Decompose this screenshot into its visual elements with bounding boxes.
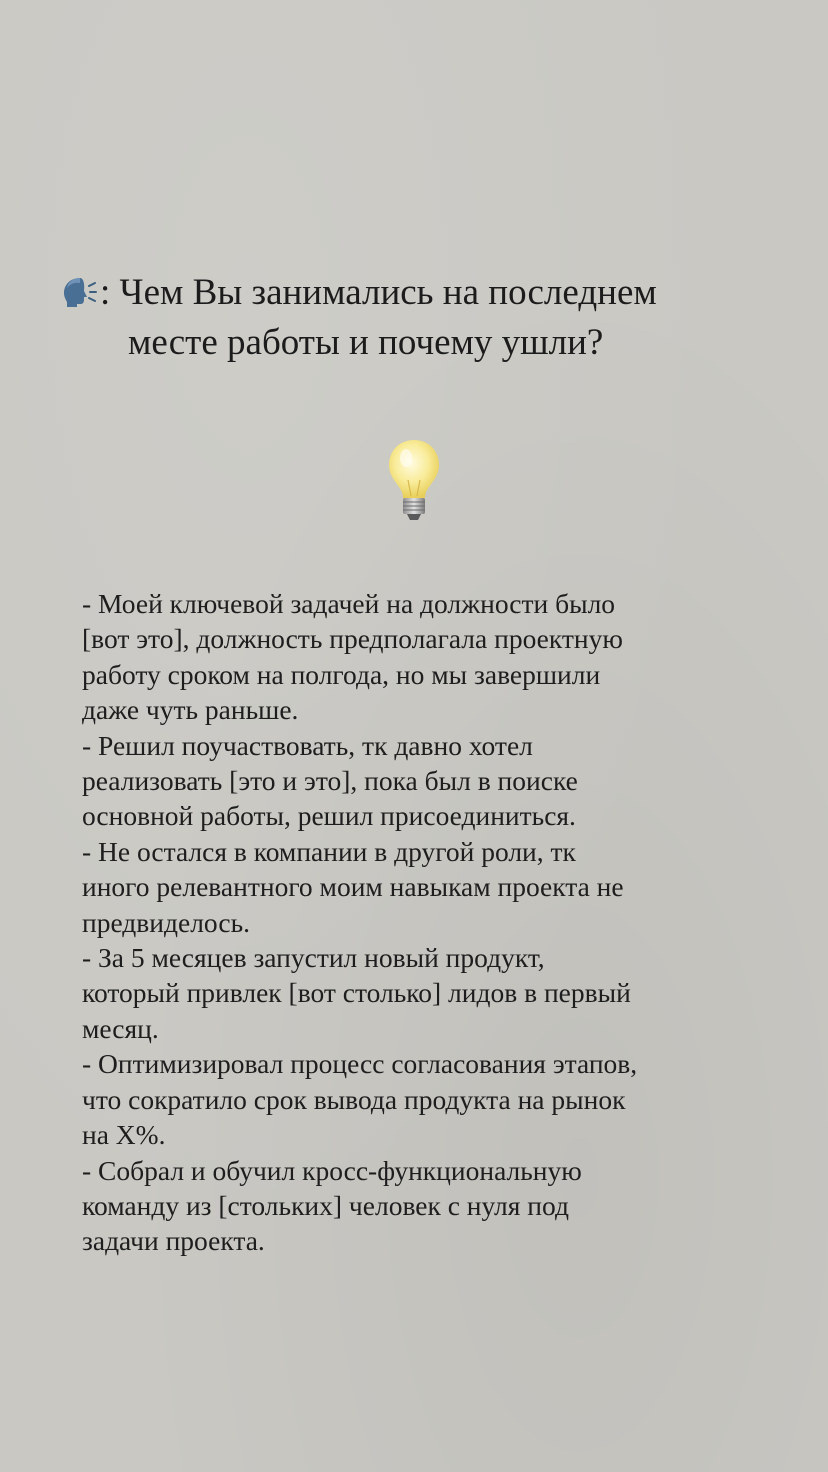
answer-line: - Моей ключевой задачей на должности было <box>82 588 616 619</box>
answer-line: реализовать [это и это], пока был в поиске <box>82 765 578 797</box>
answer-line: основной работы, решил присоединиться. <box>82 800 576 832</box>
speaking-head-icon <box>58 272 98 312</box>
answer-line: команду из [стольких] человек с нуля под <box>82 1189 569 1221</box>
answer-line: - Не остался в компании в другой роли, тк <box>82 835 576 867</box>
answer-line: [вот это], должность предполагала проектную <box>82 623 623 655</box>
answer-line: предвиделось. <box>82 906 250 938</box>
answer-line: - Решил поучаствовать, тк давно хотел <box>82 729 533 761</box>
answer-line: который привлек [вот столько] лидов в первый <box>82 977 631 1009</box>
answer-line: что сократило срок вывода продукта на рынок <box>82 1083 626 1115</box>
answer-line: задачи проекта. <box>82 1225 265 1257</box>
light-bulb-icon <box>384 436 444 526</box>
answer-line: на Х%. <box>82 1119 166 1151</box>
answer-text-block <box>82 586 782 1259</box>
question-line-2: месте работы и почему ушли? <box>128 322 604 363</box>
answer-line: месяц. <box>82 1012 159 1044</box>
answer-line: работу сроком на полгода, но мы завершили <box>82 658 601 690</box>
question-heading <box>58 268 798 368</box>
question-line-1 <box>58 268 798 318</box>
answer-line: иного релевантного моим навыкам проекта не <box>82 871 624 903</box>
question-text-1: : Чем Вы занимались на последнем <box>100 272 657 313</box>
answer-line: - За 5 месяцев запустил новый продукт, <box>82 942 545 974</box>
answer-line: - Собрал и обучил кросс-функциональную <box>82 1154 582 1186</box>
answer-line: - Оптимизировал процесс согласования этапов, <box>82 1048 638 1080</box>
answer-line: даже чуть раньше. <box>82 694 299 726</box>
